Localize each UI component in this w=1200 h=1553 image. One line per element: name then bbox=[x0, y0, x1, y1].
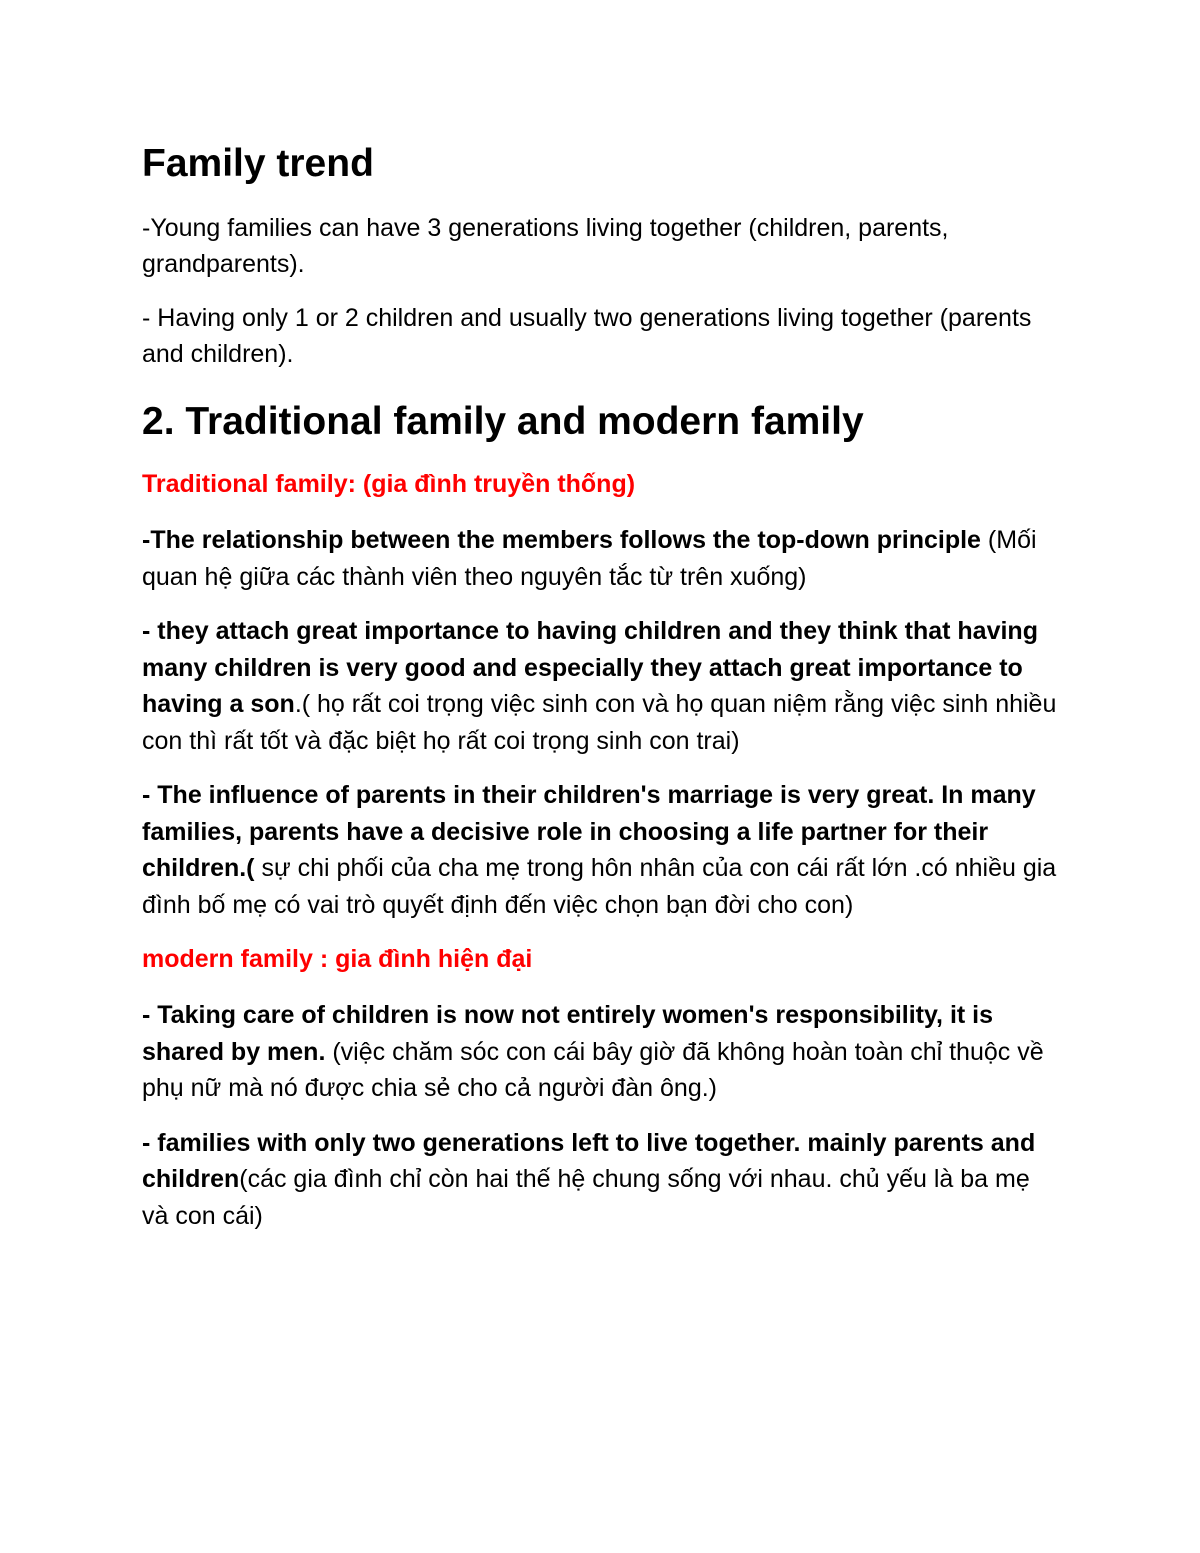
modern-item-2-vietnamese: (các gia đình chỉ còn hai thế hệ chung sống với nhau. chủ yếu là ba mẹ và con cái) bbox=[142, 1165, 1030, 1230]
trend-item-2: - Having only 1 or 2 children and usually two generations living together (parents and children). bbox=[142, 304, 1032, 368]
traditional-item-1-english: -The relationship between the members follows the top-down principle bbox=[142, 526, 981, 554]
modern-item-1 bbox=[142, 997, 1062, 1107]
modern-item-1-english: - Taking care of children is now not entirely women's responsibility, it is shared by men. bbox=[142, 1001, 994, 1066]
modern-item-1-vietnamese: (việc chăm sóc con cái bây giờ đã không hoàn toàn chỉ thuộc về phụ nữ mà nó được chia sẻ cho cả người đàn ông.) bbox=[142, 1037, 1044, 1102]
section-heading: 2. Traditional family and modern family bbox=[142, 400, 864, 443]
modern-family-label: modern family : gia đình hiện đại bbox=[142, 945, 533, 973]
document-title: Family trend bbox=[142, 142, 374, 185]
traditional-item-3-vietnamese: sự chi phối của cha mẹ trong hôn nhân của con cái rất lớn .có nhiều gia đình bố mẹ có vai trò quyết định đến việc chọn bạn đời cho con) bbox=[142, 854, 1057, 919]
traditional-item-1 bbox=[142, 522, 1062, 595]
traditional-item-3 bbox=[142, 777, 1062, 923]
traditional-family-label: Traditional family: (gia đình truyền thống) bbox=[142, 470, 636, 498]
traditional-item-2-vietnamese: .( họ rất coi trọng việc sinh con và họ quan niệm rằng việc sinh nhiều con thì rất tốt và đặc biệt họ rất coi trọng sinh con trai) bbox=[142, 690, 1057, 755]
trend-item-1: -Young families can have 3 generations living together (children, parents, grandparents). bbox=[142, 214, 949, 278]
document-page bbox=[142, 140, 1062, 1252]
traditional-item-2 bbox=[142, 613, 1062, 759]
traditional-item-1-vietnamese: (Mối quan hệ giữa các thành viên theo nguyên tắc từ trên xuống) bbox=[142, 526, 1037, 591]
modern-item-2 bbox=[142, 1125, 1062, 1235]
traditional-item-3-english: - The influence of parents in their children's marriage is very great. In many families, parents have a decisive role in choosing a life partner for their children.( bbox=[142, 781, 1036, 882]
traditional-item-2-english: - they attach great importance to having children and they think that having many children is very good and especially they attach great importance to having a son bbox=[142, 617, 1038, 718]
modern-item-2-english: - families with only two generations left to live together. mainly parents and children bbox=[142, 1128, 1036, 1193]
